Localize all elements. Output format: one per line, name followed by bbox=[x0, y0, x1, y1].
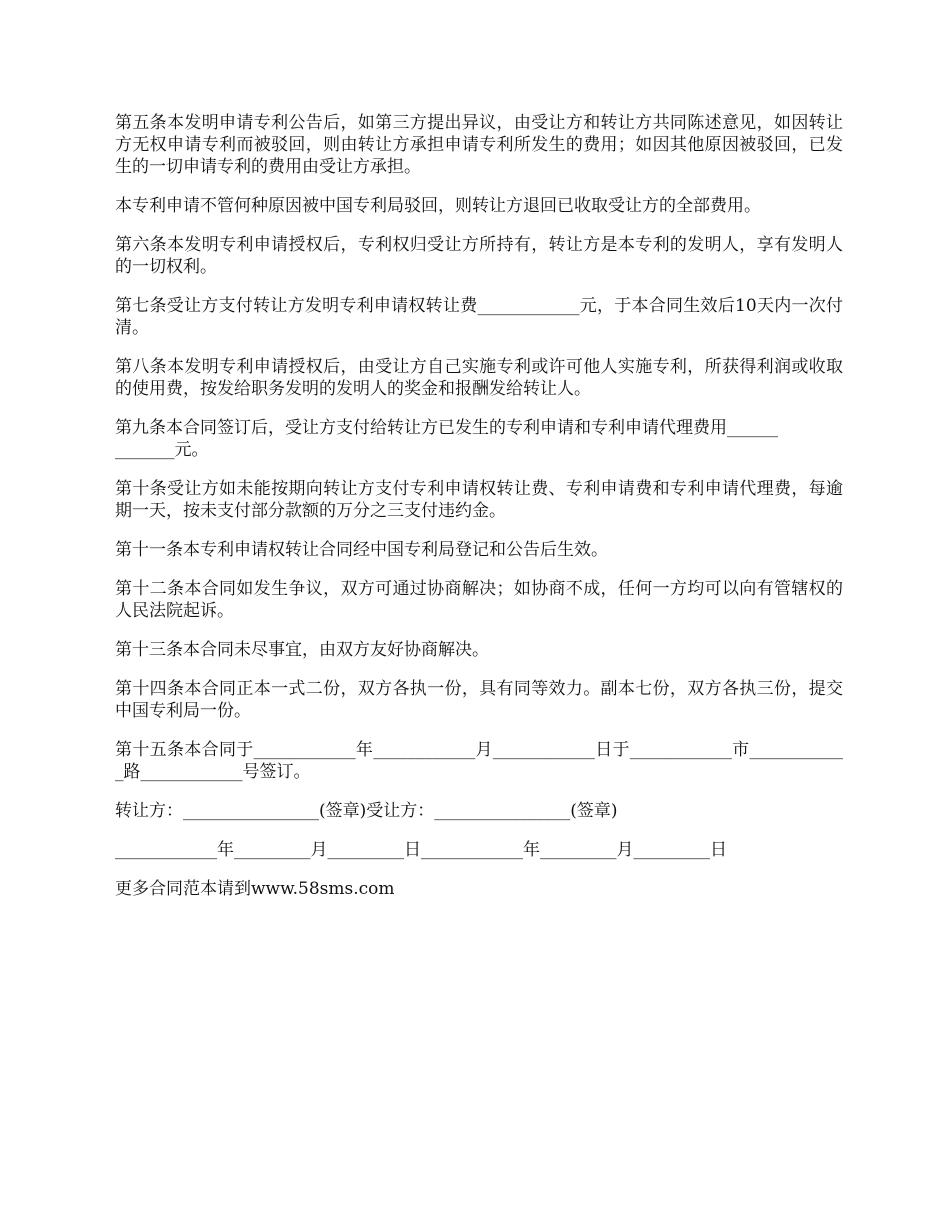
contract-document bbox=[115, 112, 843, 917]
clause-12: 第十二条本合同如发生争议，双方可通过协商解决；如协商不成，任何一方均可以向有管辖权的人民法院起诉。 bbox=[115, 579, 843, 621]
clause-14: 第十四条本合同正本一式二份，双方各执一份，具有同等效力。副本七份，双方各执三份，提交中国专利局一份。 bbox=[115, 679, 843, 721]
clause-5-refund: 本专利申请不管何种原因被中国专利局驳回，则转让方退回已收取受让方的全部费用。 bbox=[115, 196, 761, 216]
signature-line: 转让方：________________(签章)受让方：________________(签章) bbox=[115, 801, 618, 821]
clause-10: 第十条受让方如未能按期向转让方支付专利申请权转让费、专利申请费和专利申请代理费，每逾期一天，按未支付部分款额的万分之三支付违约金。 bbox=[115, 479, 843, 521]
clause-7: 第七条受让方支付转让方发明专利申请权转让费____________元，于本合同生效后10天内一次付清。 bbox=[115, 296, 843, 338]
date-line: ____________年_________月_________日____________年_________月_________日 bbox=[115, 840, 727, 860]
clause-11: 第十一条本专利申请权转让合同经中国专利局登记和公告后生效。 bbox=[115, 540, 608, 560]
footer-note: 更多合同范本请到www.58sms.com bbox=[115, 879, 395, 899]
clause-6: 第六条本发明专利申请授权后，专利权归受让方所持有，转让方是本专利的发明人，享有发明人的一切权利。 bbox=[115, 235, 843, 277]
clause-5: 第五条本发明申请专利公告后，如第三方提出异议，由受让方和转让方共同陈述意见，如因转让方无权申请专利而被驳回，则由转让方承担申请专利所发生的费用；如因其他原因被驳回，已发生的一切申请专利的费用由受让方承担。 bbox=[115, 113, 843, 177]
clause-8: 第八条本发明专利申请授权后，由受让方自己实施专利或许可他人实施专利，所获得利润或收取的使用费，按发给职务发明的发明人的奖金和报酬发给转让人。 bbox=[115, 357, 843, 399]
clause-15: 第十五条本合同于____________年____________月____________日于____________市____________路____________号签订。 bbox=[115, 740, 843, 782]
clause-13: 第十三条本合同未尽事宜，由双方友好协商解决。 bbox=[115, 640, 489, 660]
clause-9: 第九条本合同签订后，受让方支付给转让方已发生的专利申请和专利申请代理费用______ _______元。 bbox=[115, 418, 778, 460]
